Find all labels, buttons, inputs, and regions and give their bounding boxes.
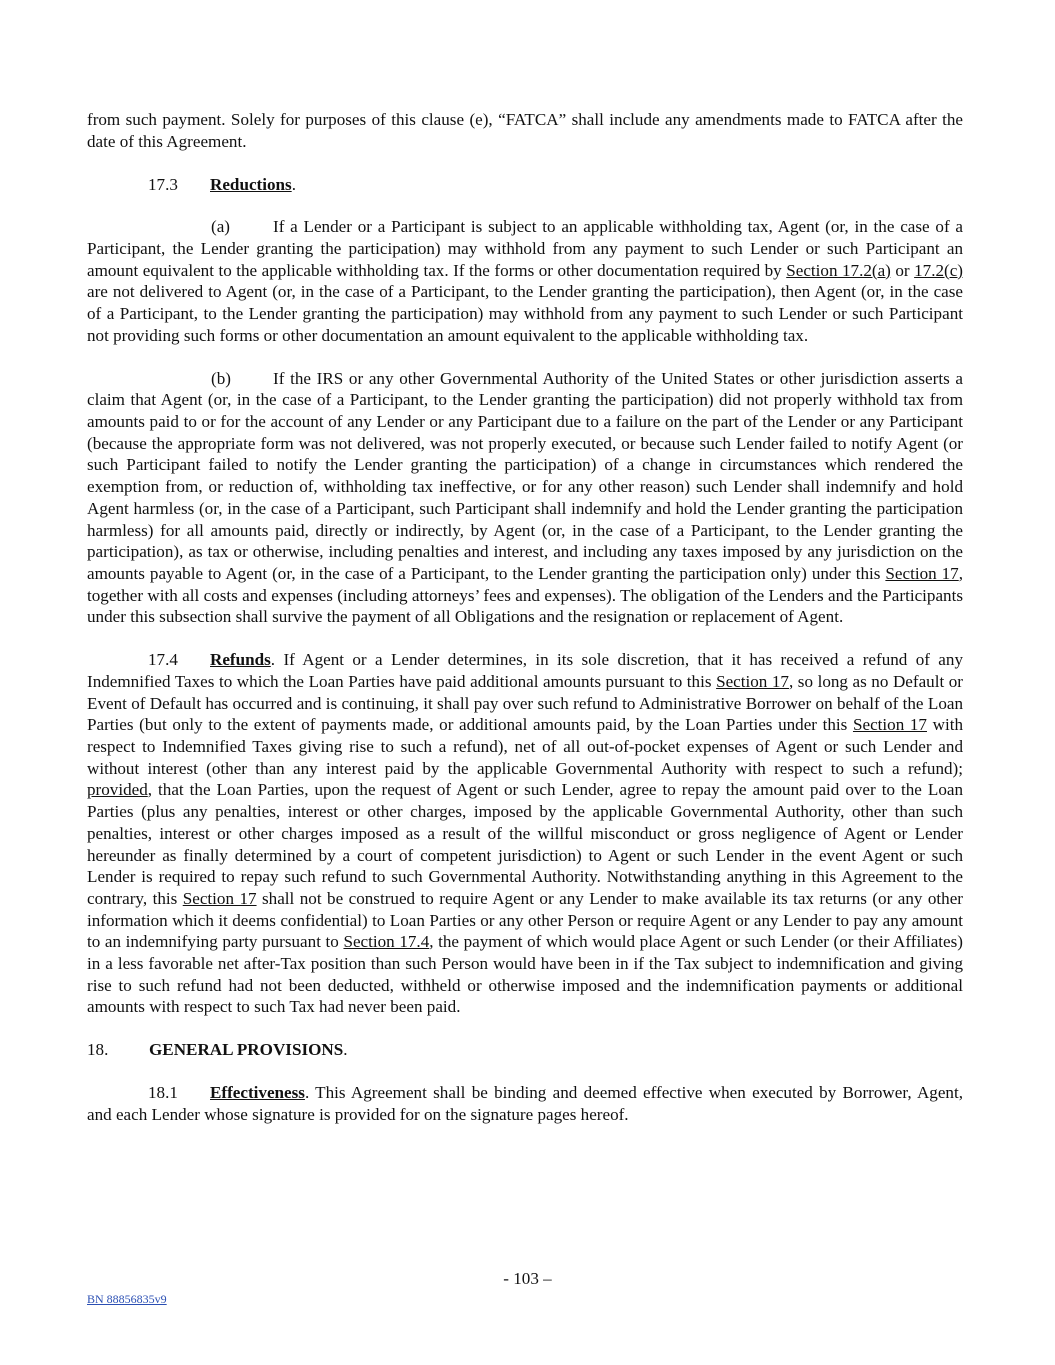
section-title: Reductions <box>210 174 292 194</box>
cross-reference-link[interactable]: Section 17 <box>852 715 927 735</box>
section-number: 18. <box>87 1040 109 1060</box>
clause-label: (b) <box>211 368 231 388</box>
section-17-3-heading: 17.3 Reductions. <box>148 174 296 194</box>
document-id-link[interactable]: BN 88856835v9 <box>87 1292 167 1306</box>
section-number: 17.3 <box>148 174 178 194</box>
paragraph-17-4: 17.4 Refunds. If Agent or a Lender determines, in its sole discretion, that it has received a refund of any Indemnified Taxes to which the Loan Parties have paid additional amounts pursuant to this Section 17, so long as no Default or Event of Default has occurred and is continuing, it shall pay over such refund to Administrative Borrower on behalf of the Loan Parties (but only to the extent of payments made, or additional amounts paid, by the Loan Parties under this Section 17 with respect to Indemnified Taxes giving rise to such a refund), net of all out-of-pocket expenses of Agent or such Lender and without interest (other than any interest paid by the applicable Governmental Authority with respect to such a refund); provided, that the Loan Parties, upon the request of Agent or such Lender, agree to repay the amount paid over to the Loan Parties (plus any penalties, interest or other charges, imposed by the applicable Governmental Authority, other than such penalties, interest or other charges imposed as a result of the willful misconduct or gross negligence of Agent or Lender hereunder as finally determined by a court of competent jurisdiction) to Agent or such Lender in the event Agent or such Lender is required to repay such refund to such Governmental Authority. Notwithstanding anything in this Agreement to the contrary, this Section 17 shall not be construed to require Agent or any Lender to make available its tax returns (or any other information which it deems confidential) to Loan Parties or any other Person or require Agent or any Lender to pay any amount to an indemnifying party pursuant to Section 17.4, the payment of which would place Agent or such Lender (or their Affiliates) in a less favorable net after-Tax position than such Person would have been in if the Tax subject to indemnification and giving rise to such refund had not been deducted, withheld or otherwise imposed and the indemnification payments or additional amounts with respect to such Tax had never been paid. <box>87 650 964 1017</box>
paragraph-17-3-a: (a) If a Lender or a Participant is subject to an applicable withholding tax, Agent (or, in the case of a Participant, the Lender granting the participation) may withhold from any payment to such Lender or such Participant an amount equivalent to the applicable withholding tax. If the forms or other documentation required by Section 17.2(a) or 17.2(c) are not delivered to Agent (or, in the case of a Participant, to the Lender granting the participation), then Agent (or, in the case of a Participant, to the Lender granting the participation) may withhold from any payment to such Lender or such Participant not providing such forms or other documentation an amount equivalent to the applicable withholding tax. <box>87 217 963 345</box>
section-18-heading: 18. GENERAL PROVISIONS. <box>87 1040 348 1060</box>
paragraph-18-1: 18.1 Effectiveness. This Agreement shall be binding and deemed effective when executed by Borrower, Agent, and each Lender whose signature is provided for on the signature pages hereof. <box>87 1082 963 1124</box>
section-title: GENERAL PROVISIONS <box>149 1040 344 1060</box>
section-number: 17.4 <box>148 650 178 670</box>
cross-reference-link[interactable]: 17.2(c) <box>914 260 963 280</box>
cross-reference-link[interactable]: Section 17 <box>182 888 257 908</box>
section-title: Effectiveness <box>210 1082 305 1102</box>
section-title: Refunds <box>210 650 271 670</box>
paragraph-fatca-continuation: from such payment. Solely for purposes of this clause (e), “FATCA” shall include any amendments made to FATCA after the date of this Agreement. <box>87 110 963 151</box>
paragraph-17-3-b: (b) If the IRS or any other Governmental Authority of the United States or other jurisdiction asserts a claim that Agent (or, in the case of a Participant, to the Lender granting the participation) did not properly withhold tax from amounts paid to or for the account of any Lender or any Participant due to a failure on the part of the Lender or any Participant (because the appropriate form was not delivered, was not properly executed, or because such Lender failed to notify Agent (or such Participant failed to notify the Lender granting the participation) of a change in circumstances which rendered the exemption from, or reduction of, withholding tax ineffective, or for any other reason) such Lender shall indemnify and hold Agent harmless (or, in the case of a Participant, such Participant shall indemnify and hold the Lender granting the participation harmless) for all amounts paid, directly or indirectly, by Agent (or, in the case of a Participant, to the Lender granting the participation), as tax or otherwise, including penalties and interest, and including any taxes imposed by any jurisdiction on the amounts payable to Agent (or, in the case of a Participant, to the Lender granting the participation only) under this Section 17, together with all costs and expenses (including attorneys’ fees and expenses). The obligation of the Lenders and the Participants under this subsection shall survive the payment of all Obligations and the resignation or replacement of Agent. <box>87 368 964 627</box>
cross-reference-link[interactable]: Section 17 <box>885 563 959 583</box>
document-body <box>87 109 963 1147</box>
section-number: 18.1 <box>148 1082 178 1102</box>
page-number: - 103 – <box>503 1269 552 1288</box>
cross-reference-link[interactable]: Section 17 <box>716 671 789 691</box>
clause-label: (a) <box>211 217 230 237</box>
cross-reference-link[interactable]: Section 17.4 <box>343 932 430 952</box>
provided-underlined: provided <box>87 780 148 800</box>
cross-reference-link[interactable]: Section 17.2(a) <box>786 260 891 280</box>
